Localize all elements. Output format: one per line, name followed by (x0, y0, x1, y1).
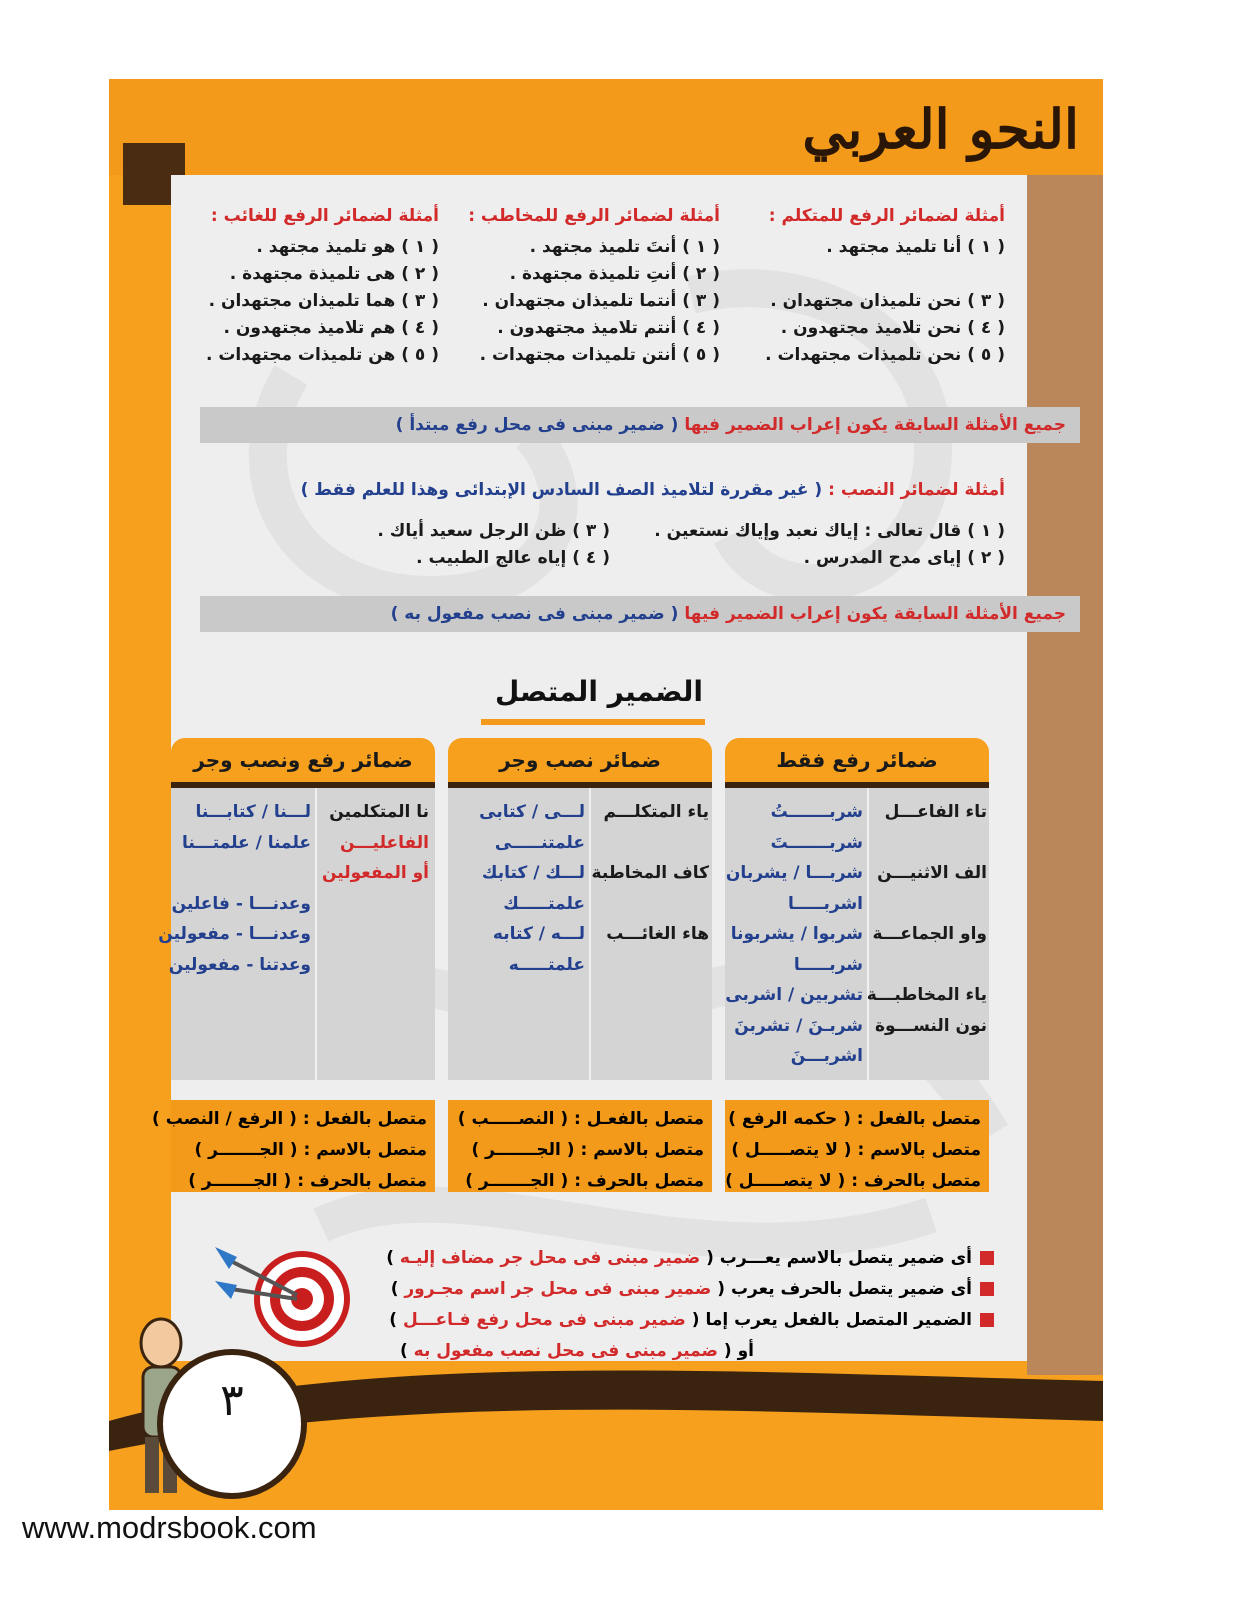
nasb-example: ( ١ ) قال تعالى : إياك نعبد وإياك نستعين . (654, 521, 1005, 541)
raf-label: الف الاثنيـــن (877, 863, 987, 883)
all-example: وعدنـــا - فاعلين (171, 893, 311, 914)
raf-label (867, 1041, 987, 1072)
side-strip (1027, 175, 1103, 1375)
nasb-heading (301, 480, 1005, 500)
panel-divider (315, 788, 317, 1080)
raf-labels (867, 797, 987, 1072)
summary-all (152, 1100, 435, 1192)
summary-line: متصل بالحرف : ( الجـــــــر ) (465, 1171, 704, 1191)
raf-example: اشربـــنَ (790, 1046, 863, 1066)
all-labels (322, 797, 429, 889)
speaker-heading: أمثلة لضمائر الرفع للمتكلم : (768, 206, 1005, 226)
addressee-example: ( ٤ ) أنتم تلاميذ مجتهدون . (497, 318, 720, 338)
raf-example: شربـــــــتَ (770, 832, 863, 853)
rule-result: ضمير مبنى فى محل جر مضاف إليـه (399, 1248, 701, 1268)
raf-label (867, 889, 987, 920)
note-bar-raf (200, 407, 1080, 443)
speaker-example: ( ١ ) أنا تلميذ مجتهد . (826, 237, 1005, 257)
raf-example: تشربين / اشربى (725, 985, 863, 1005)
rule-result: ضمير مبنى فى محل نصب مفعول به (413, 1341, 718, 1361)
addressee-examples (468, 206, 720, 369)
summary-line: متصل بالحرف : ( الجـــــــر ) (188, 1171, 427, 1191)
nasb-heading-note: ( غير مقررة لتلاميذ الصف السادس الإبتدائى وهذا للعلم فقط ) (300, 480, 823, 500)
rule-text: أى ضمير يتصل بالاسم يعـــرب (719, 1248, 972, 1268)
speaker-examples (765, 206, 1005, 369)
addressee-example: ( ٢ ) أنتِ تلميذة مجتهدة . (509, 264, 720, 284)
summary-line: متصل بالفعل : ( حكمه الرفع ) (728, 1109, 981, 1129)
nasb-label (592, 828, 709, 859)
tab-raf-only: ضمائر رفع فقط (725, 738, 989, 788)
bullet-square-icon (980, 1282, 994, 1296)
nasb-label (592, 889, 709, 920)
absent-heading: أمثلة لضمائر الرفع للغائب : (210, 206, 439, 226)
absent-example: ( ١ ) هو تلميذ مجتهد . (256, 237, 439, 257)
nasb-examples (479, 797, 585, 980)
all-example: لـــنا / كتابـــنا (195, 802, 311, 822)
all-example: وعدتنا - مفعولين (168, 954, 311, 975)
addressee-example: ( ١ ) أنتَ تلميذ مجتهد . (529, 237, 720, 257)
nasb-example: لـــى / كتابى (479, 802, 585, 822)
all-example: وعدنـــا - مفعولين (158, 924, 311, 944)
nasb-example: علمتـــــك (503, 893, 585, 914)
all-example: علمنا / علمتـــنا (182, 832, 311, 853)
raf-label: ياء المخاطبـــة (866, 985, 987, 1005)
note-result: ( ضمير مبنى فى محل رفع مبتدأ ) (395, 415, 679, 435)
nasb-heading-label: أمثلة لضمائر النصب : (828, 480, 1005, 500)
summary-line: متصل بالحرف : ( لا يتصـــــل ) (725, 1171, 981, 1191)
absent-example: ( ٥ ) هن تلميذات مجتهدات . (205, 345, 439, 365)
nasb-label: هاء الغائـــب (606, 924, 709, 944)
rule-text: أى ضمير يتصل بالحرف يعرب (730, 1279, 972, 1299)
page-title-logo: النحو العربي (802, 97, 1079, 161)
all-example (158, 858, 311, 889)
rule-result: ضمير مبنى فى محل جر اسم مجـرور (404, 1279, 712, 1299)
all-label: الفاعليـــن (339, 832, 429, 853)
target-darts-icon (207, 1229, 357, 1349)
rule-item: الضمير المتصل بالفعل يعرب إما ( ضمير مبنى فى محل رفع فـاعـــل ) (344, 1305, 994, 1336)
speaker-example: ( ٣ ) نحن تلميذان مجتهدان . (770, 291, 1005, 311)
addressee-example: ( ٣ ) أنتما تلميذان مجتهدان . (482, 291, 720, 311)
book-page (109, 79, 1103, 1510)
tab-raf-nasb-jar: ضمائر رفع ونصب وجر (171, 738, 435, 788)
summary-line: متصل بالاسم : ( الجـــــــر ) (194, 1140, 427, 1160)
summary-line: متصل بالفعـل : ( النصـــــب ) (457, 1109, 704, 1129)
speaker-example (765, 261, 1005, 288)
rule-text: الضمير المتصل بالفعل يعرب إما (705, 1310, 972, 1330)
raf-label: نون النســـوة (874, 1015, 987, 1036)
absent-example: ( ٢ ) هى تلميذة مجتهدة . (229, 264, 439, 284)
nasb-example: ( ٣ ) ظن الرجل سعيد أياك . (377, 521, 610, 541)
raf-label (867, 828, 987, 859)
raf-example: شربـنَ / تشربنَ (734, 1015, 863, 1036)
section-title: الضمير المتصل (495, 675, 703, 708)
nasb-example: ( ٢ ) إياى مدح المدرس . (803, 548, 1005, 568)
nasb-label: كاف المخاطبة (591, 863, 709, 883)
summary-raf (725, 1100, 989, 1192)
raf-example: شربـــــــتُ (770, 802, 863, 822)
rule-item: أى ضمير يتصل بالحرف يعرب ( ضمير مبنى فى محل جر اسم مجـرور ) (344, 1274, 994, 1305)
absent-examples (206, 206, 439, 369)
all-label: أو المفعولين (321, 863, 429, 883)
nasb-label (592, 950, 709, 981)
page-number: ٣ (220, 1375, 244, 1426)
nasb-example: علمتنـــــى (494, 832, 585, 853)
note-text: جميع الأمثلة السابقة يكون إعراب الضمير فيها (684, 415, 1066, 435)
note-text: جميع الأمثلة السابقة يكون إعراب الضمير فيها (684, 604, 1066, 624)
speaker-example: ( ٤ ) نحن تلاميذ مجتهدون . (780, 318, 1005, 338)
raf-example: اشربـــــا (788, 893, 863, 914)
raf-label: واو الجماعـــة (872, 924, 987, 944)
nasb-example: ( ٤ ) إياه عالج الطبيب . (416, 548, 610, 568)
note-result: ( ضمير مبنى فى نصب مفعول به ) (390, 604, 679, 624)
addressee-heading: أمثلة لضمائر الرفع للمخاطب : (468, 206, 720, 226)
summary-line: متصل بالفعل : ( الرفع / النصب ) (152, 1109, 427, 1129)
note-bar-nasb (200, 596, 1080, 632)
rule-item: أو ( ضمير مبنى فى محل نصب مفعول به ) (399, 1341, 754, 1361)
addressee-example: ( ٥ ) أنتن تلميذات مجتهدات . (479, 345, 720, 365)
rules-list (344, 1243, 994, 1367)
summary-line: متصل بالاسم : ( لا يتصـــــل ) (731, 1140, 981, 1160)
tab-nasb-jar: ضمائر نصب وجر (448, 738, 712, 788)
nasb-example: لـــه / كتابه (492, 924, 585, 944)
nasb-example: لـــك / كتابك (481, 863, 585, 883)
website-url: www.modrsbook.com (22, 1510, 317, 1545)
raf-label: تاء الفاعـــل (884, 802, 987, 822)
raf-example: شربـــا / يشربان (725, 863, 863, 883)
summary-nasb-jar (448, 1100, 712, 1192)
rule-text: أو (737, 1341, 754, 1361)
summary-line: متصل بالاسم : ( الجـــــــر ) (471, 1140, 704, 1160)
section-underline (481, 719, 705, 725)
all-label: نا المتكلمين (329, 802, 429, 822)
raf-label (867, 950, 987, 981)
raf-example: شربـــــا (793, 954, 863, 975)
all-examples (158, 797, 311, 980)
raf-examples (725, 797, 863, 1072)
nasb-example: علمتـــــه (508, 954, 585, 975)
bullet-square-icon (980, 1313, 994, 1327)
absent-example: ( ٣ ) هما تلميذان مجتهدان . (208, 291, 439, 311)
rule-result: ضمير مبنى فى محل رفع فـاعـــل (402, 1310, 686, 1330)
nasb-label: ياء المتكلـــم (603, 802, 709, 822)
raf-example: شربوا / يشربونا (730, 924, 863, 944)
nasb-labels (592, 797, 709, 980)
absent-example: ( ٤ ) هم تلاميذ مجتهدون . (223, 318, 439, 338)
speaker-example: ( ٥ ) نحن تلميذات مجتهدات . (765, 345, 1005, 365)
rule-item: أى ضمير يتصل بالاسم يعـــرب ( ضمير مبنى فى محل جر مضاف إليـه ) (344, 1243, 994, 1274)
bullet-square-icon (980, 1251, 994, 1265)
